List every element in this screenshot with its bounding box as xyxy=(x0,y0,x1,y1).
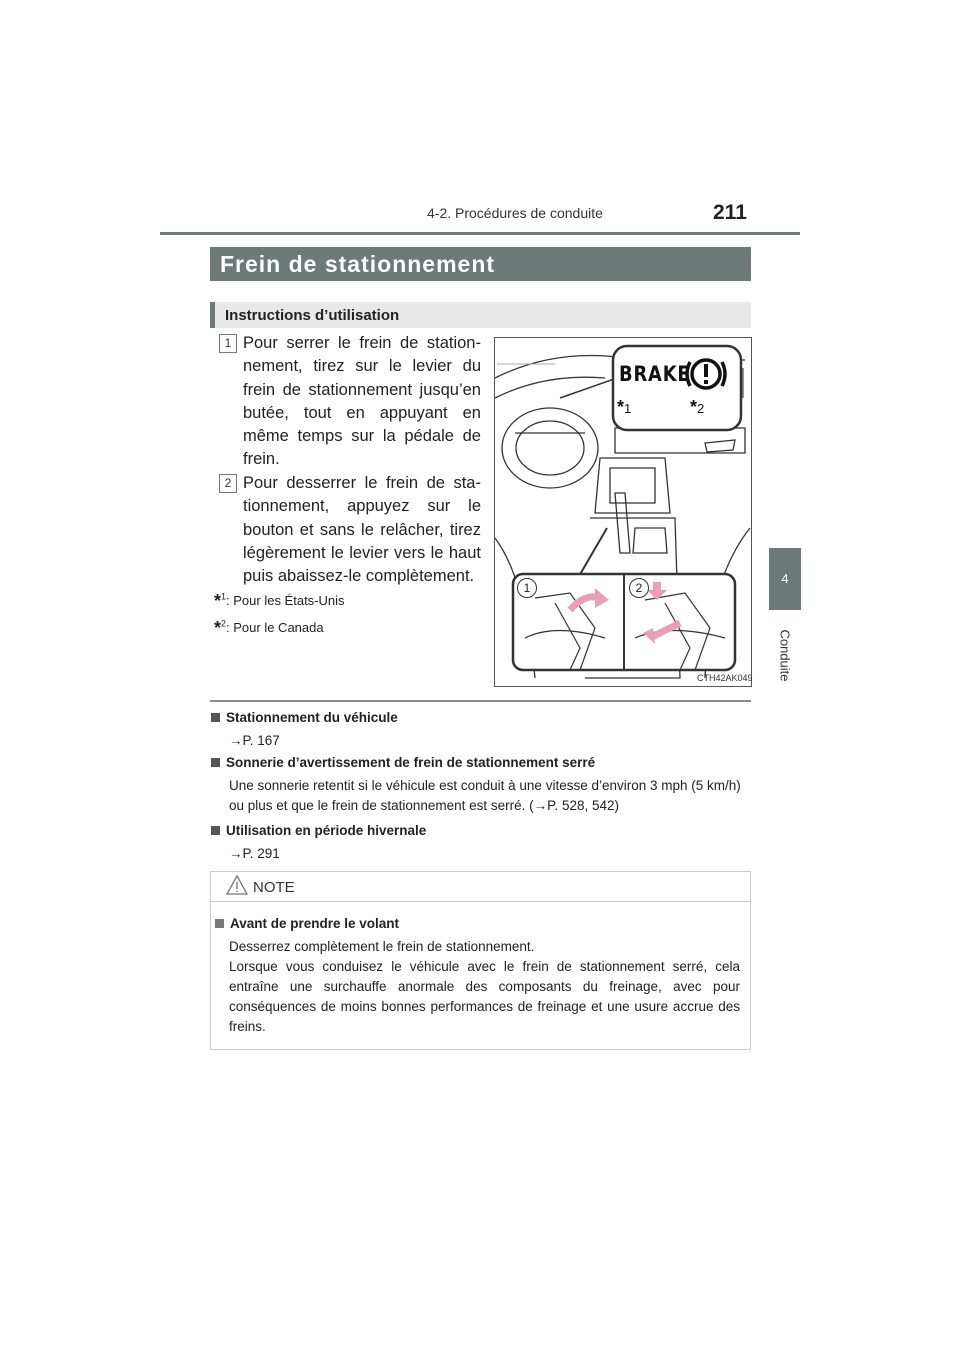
figure-code: CTH42AK049 xyxy=(697,673,753,683)
bullet-body-parking: →P. 167 xyxy=(229,733,280,748)
page-number: 211 xyxy=(713,201,747,224)
brake-warning-icon xyxy=(684,352,728,396)
brake-label: BRAKE xyxy=(619,362,691,386)
star-label-1: *1 xyxy=(617,397,632,417)
section-reference: 4-2. Procédures de conduite xyxy=(427,205,603,221)
note-item-heading: Avant de prendre le volant xyxy=(215,916,399,931)
chapter-tab[interactable]: 4 xyxy=(769,548,801,610)
step-text-2: Pour desserrer le frein de stationnement, appuyez sur le bouton et sans le relâcher, tirez légèrement le levier vers le haut puis abaissez-le complètement. xyxy=(243,474,481,586)
note-line-1: Desserrez complètement le frein de stationnement. xyxy=(229,939,535,954)
star-label-2: *2 xyxy=(690,397,705,417)
footnote-1: *$^1$: Pour les États-Unis xyxy=(214,591,345,611)
note-title: NOTE xyxy=(253,879,295,896)
header-rule xyxy=(160,232,800,235)
page-title: Frein de stationnement xyxy=(210,247,751,281)
step-number-2: 2 xyxy=(219,474,237,493)
bullet-body-winter: →P. 291 xyxy=(229,846,280,861)
bullet-heading-buzzer: Sonnerie d’avertissement de frein de stationnement serré xyxy=(211,755,595,770)
inset-step-2: 2 xyxy=(629,578,649,598)
step-number-1: 1 xyxy=(219,334,237,353)
inset-step-1: 1 xyxy=(517,578,537,598)
step-text-1: Pour serrer le frein de stationnement, tirez sur le levier du frein de stationnement jusqu’en butée, tout en appuyant en même temps sur la pédale de frein. xyxy=(243,334,481,469)
chapter-label: Conduite xyxy=(777,629,793,682)
footnote-2: *$^2$: Pour le Canada xyxy=(214,618,324,638)
bullet-heading-parking: Stationnement du véhicule xyxy=(211,710,398,725)
parking-brake-illustration xyxy=(494,337,752,687)
section-subtitle: Instructions d’utilisation xyxy=(210,302,751,328)
bullet-heading-winter: Utilisation en période hivernale xyxy=(211,823,426,838)
bullet-body-buzzer: Une sonnerie retentit si le véhicule est conduit à une vitesse d’environ 3 mph (5 km/h) ou plus et que le frein de stationnement est serré. (→P. 528, 542) xyxy=(229,778,741,813)
section-divider xyxy=(210,700,751,702)
note-line-2: Lorsque vous conduisez le véhicule avec le frein de stationnement serré, cela entraîne une surchauffe anormale des composants du freinage, avec pour conséquences de moins bonnes performances de freinage et une usure accrue des freins. xyxy=(229,959,740,1034)
warning-triangle-icon xyxy=(226,874,248,896)
